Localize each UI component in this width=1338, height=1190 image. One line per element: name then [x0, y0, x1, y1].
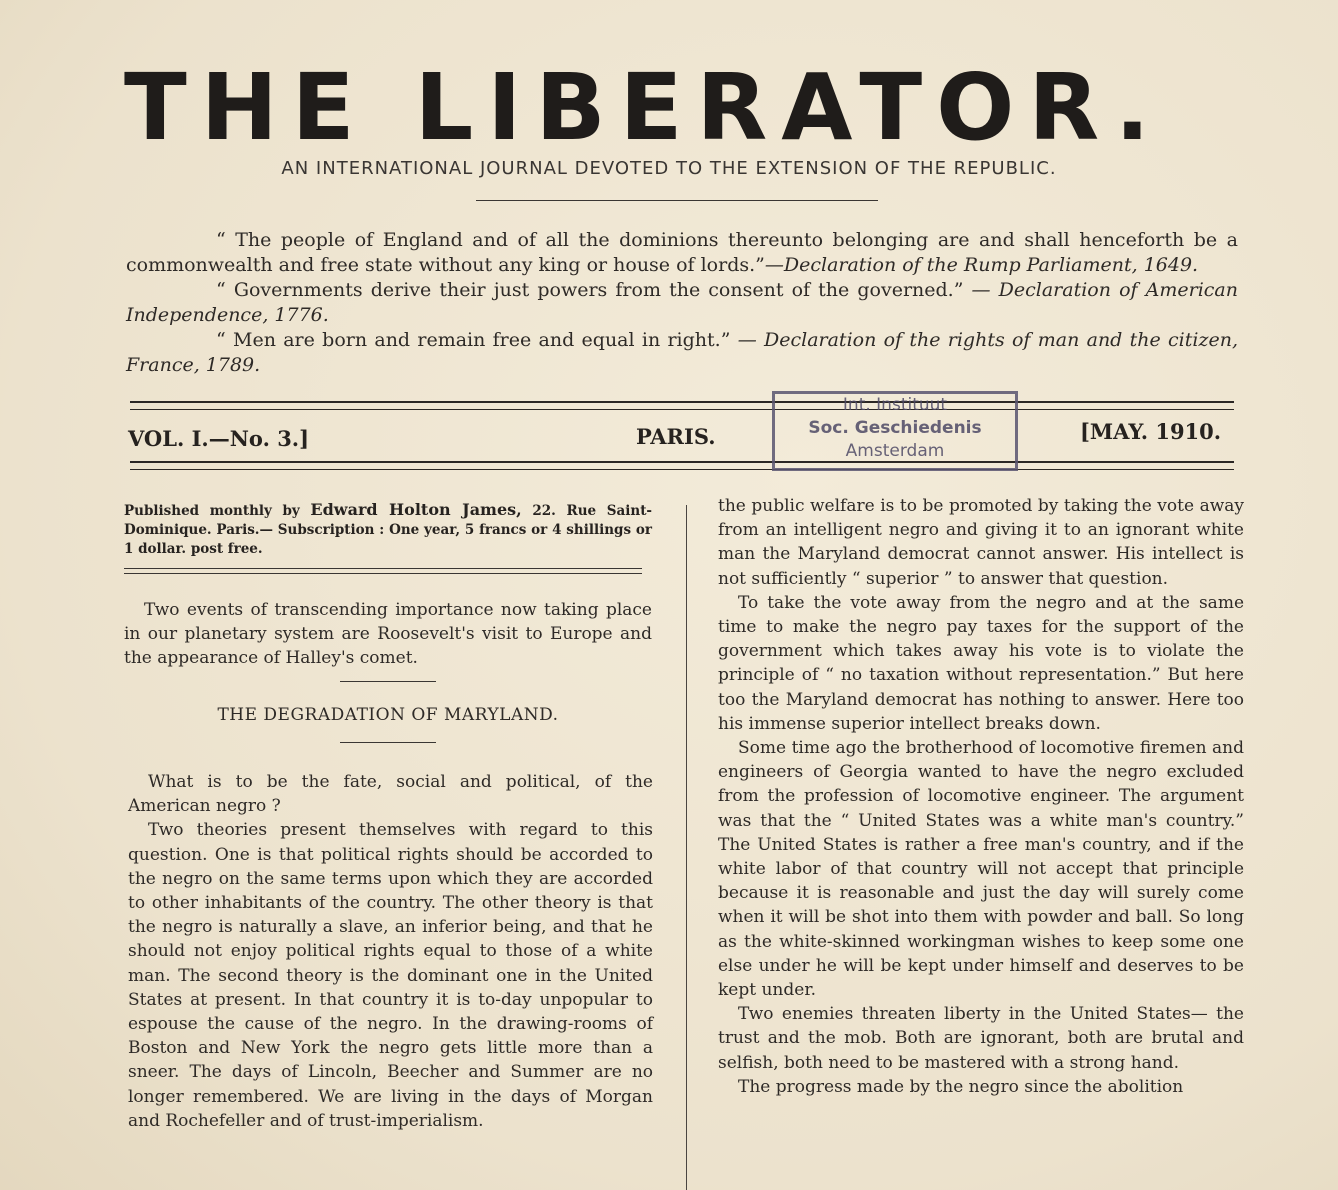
article-heading: THE DEGRADATION OF MARYLAND. — [217, 705, 559, 725]
publisher-rule — [124, 568, 642, 574]
left-column — [128, 770, 653, 1133]
publisher-rest: 22. Rue Saint-Dominique. Paris.— Subscription : One year, 5 francs or 4 shillings or 1 dollar. post free. — [124, 503, 653, 557]
epigraph-source: — Declaration of American Independence, 1776. — [126, 279, 1238, 326]
intro-paragraph — [124, 598, 652, 671]
stamp-line-3: Amsterdam — [845, 441, 945, 461]
right-paragraph-1: the public welfare is to be promoted by taking the vote away from an intelligent negro and giving it to an ignorant white man the Maryland democrat cannot answer. His intellect is not sufficiently “ superior ” to answer that question. — [718, 496, 1244, 589]
issue-volume: VOL. I.—No. 3.] — [128, 426, 310, 451]
epigraph-quote: “ Men are born and remain free and equal in right.” — [216, 329, 731, 351]
library-stamp — [772, 391, 1018, 471]
publisher-name: Edward Holton James, — [310, 500, 522, 519]
stamp-line-1: Int. Instituut — [842, 395, 948, 415]
section-rule — [340, 742, 436, 743]
issue-bar-bottom-rule — [130, 461, 1234, 470]
section-rule — [340, 681, 436, 682]
masthead-title: THE LIBERATOR. — [124, 54, 1164, 161]
intro-text: Two events of transcending importance now taking place in our planetary system are Roosevelt's visit to Europe and the appearance of Halley's comet. — [124, 600, 652, 669]
right-paragraph-2: To take the vote away from the negro and at the same time to make the negro pay taxes for the support of the government which takes away his vote is to violate the principle of “ no taxation without representation.” But here too the Maryland democrat has nothing to answer. Here too his immense superior intellect breaks down. — [718, 592, 1244, 734]
stamp-line-2: Soc. Geschiedenis — [808, 418, 982, 438]
publisher-lead: Published monthly by — [124, 503, 300, 519]
publisher-note — [124, 500, 652, 559]
issue-place: PARIS. — [636, 424, 716, 449]
epigraphs — [126, 228, 1238, 378]
epigraph-source: —Declaration of the Rump Parliament, 1649. — [764, 254, 1199, 276]
right-paragraph-4: Two enemies threaten liberty in the United States— the trust and the mob. Both are ignorant, both are brutal and selfish, both need to be mastered with a strong hand. — [718, 1004, 1244, 1073]
epigraph-3 — [126, 328, 1238, 378]
right-paragraph-5: The progress made by the negro since the abolition — [738, 1076, 1184, 1097]
epigraph-quote: “ The people of England and of all the dominions thereunto belonging are and shall henceforth be a commonwealth and free state without any king or house of lords.” — [126, 229, 1238, 276]
subtitle-rule — [476, 200, 878, 201]
masthead-subtitle: AN INTERNATIONAL JOURNAL DEVOTED TO THE EXTENSION OF THE REPUBLIC. — [281, 158, 1057, 179]
right-column — [718, 494, 1244, 1099]
left-paragraph-1: What is to be the fate, social and political, of the American negro ? — [128, 772, 653, 817]
epigraph-1 — [126, 228, 1238, 278]
epigraph-2 — [126, 278, 1238, 328]
issue-bar-top-rule — [130, 401, 1234, 410]
epigraph-quote: “ Governments derive their just powers from the consent of the governed.” — [216, 279, 964, 301]
epigraph-source: — Declaration of the rights of man and the citizen, France, 1789. — [126, 329, 1238, 376]
issue-date: [MAY. 1910. — [1080, 419, 1222, 444]
left-paragraph-2: Two theories present themselves with regard to this question. One is that political rights should be accorded to the negro on the same terms upon which they are accorded to other inhabitants of the country. The other theory is that the negro is naturally a slave, an inferior being, and that he should not enjoy political rights equal to those of a white man. The second theory is the dominant one in the United States at present. In that country it is to-day unpopular to espouse the cause of the negro. In the drawing-rooms of Boston and New York the negro gets little more than a sneer. The days of Lincoln, Beecher and Summer are no longer remembered. We are living in the days of Morgan and Rochefeller and of trust-imperialism. — [128, 820, 653, 1131]
column-divider — [686, 505, 687, 1190]
right-paragraph-3: Some time ago the brotherhood of locomotive firemen and engineers of Georgia wanted to have the negro excluded from the profession of locomotive engineer. The argument was that the “ United States was a white man's country.” The United States is rather a free man's country, and if the white labor of that country will not accept that principle because it is reasonable and just the day will surely come when it will be shot into them with powder and ball. So long as the white-skinned workingman wishes to keep some one else under he will be kept under himself and deserves to be kept under. — [718, 738, 1244, 1001]
